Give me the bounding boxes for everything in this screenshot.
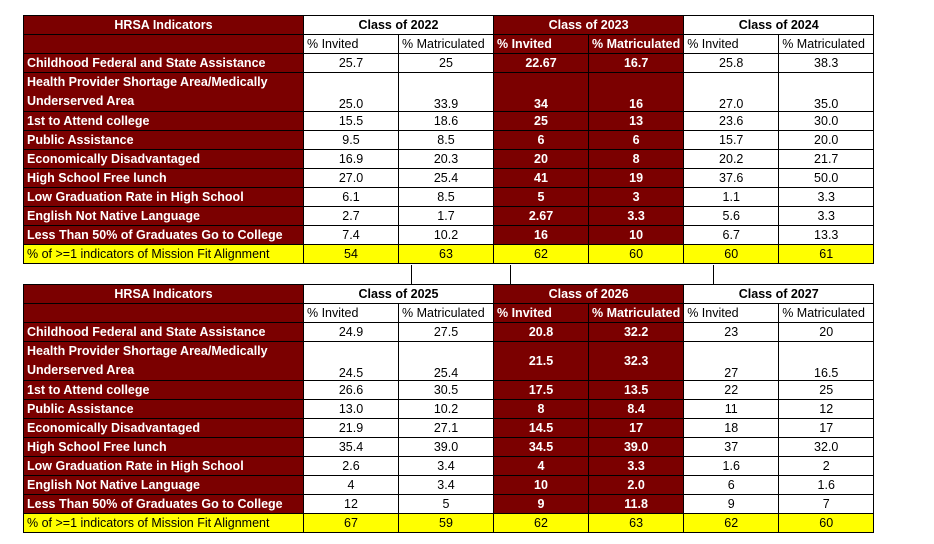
value-cell: 8.5 (399, 188, 494, 207)
table-row (24, 381, 874, 400)
indicator-header: HRSA Indicators (24, 285, 304, 304)
value-cell: 25.4 (399, 342, 494, 381)
summary-value: 61 (779, 245, 874, 264)
indicator-label: 1st to Attend college (24, 112, 304, 131)
indicator-label: Childhood Federal and State Assistance (24, 323, 304, 342)
value-cell: 25.8 (684, 54, 779, 73)
value-cell: 39.0 (399, 438, 494, 457)
value-cell: 41 (494, 169, 589, 188)
value-cell: 23.6 (684, 112, 779, 131)
table-row (24, 495, 874, 514)
value-cell: 5 (494, 188, 589, 207)
value-cell: 34 (494, 73, 589, 112)
table-row (24, 476, 874, 495)
summary-row (24, 245, 874, 264)
summary-value: 60 (589, 245, 684, 264)
sub-header-invited: % Invited (684, 304, 779, 323)
value-cell: 6.1 (304, 188, 399, 207)
summary-value: 67 (304, 514, 399, 533)
sub-header-matriculated: % Matriculated (779, 35, 874, 54)
table-row (24, 457, 874, 476)
value-cell: 8.5 (399, 131, 494, 150)
value-cell: 16 (494, 226, 589, 245)
table-row (24, 73, 874, 112)
class-header: Class of 2024 (684, 16, 874, 35)
value-cell: 21.9 (304, 419, 399, 438)
value-cell: 2 (779, 457, 874, 476)
table-row (24, 438, 874, 457)
value-cell: 13.5 (589, 381, 684, 400)
value-cell: 19 (589, 169, 684, 188)
value-cell: 21.7 (779, 150, 874, 169)
value-cell: 10.2 (399, 400, 494, 419)
value-cell: 7.4 (304, 226, 399, 245)
value-cell: 17.5 (494, 381, 589, 400)
indicator-label: Low Graduation Rate in High School (24, 457, 304, 476)
value-cell: 27.1 (399, 419, 494, 438)
indicator-label: Health Provider Shortage Area/Medically Underserved Area (24, 73, 304, 112)
value-cell: 17 (589, 419, 684, 438)
indicator-label: Health Provider Shortage Area/Medically Underserved Area (24, 342, 304, 381)
value-cell: 12 (304, 495, 399, 514)
class-header: Class of 2025 (304, 285, 494, 304)
value-cell: 6.7 (684, 226, 779, 245)
value-cell: 20.8 (494, 323, 589, 342)
value-cell: 20.3 (399, 150, 494, 169)
value-cell: 25 (779, 381, 874, 400)
value-cell: 22 (684, 381, 779, 400)
indicator-label: Public Assistance (24, 400, 304, 419)
value-cell: 25.4 (399, 169, 494, 188)
table-row (24, 150, 874, 169)
value-cell: 25 (494, 112, 589, 131)
value-cell: 20 (779, 323, 874, 342)
value-cell: 13.3 (779, 226, 874, 245)
value-cell: 3.4 (399, 457, 494, 476)
value-cell: 4 (494, 457, 589, 476)
value-cell: 8 (494, 400, 589, 419)
table-row (24, 54, 874, 73)
value-cell: 20.2 (684, 150, 779, 169)
table-body (24, 323, 874, 533)
sub-header-invited: % Invited (304, 35, 399, 54)
value-cell: 27 (684, 342, 779, 381)
indicator-label: Less Than 50% of Graduates Go to College (24, 495, 304, 514)
indicator-label: Public Assistance (24, 131, 304, 150)
indicator-label: English Not Native Language (24, 207, 304, 226)
indicator-label: English Not Native Language (24, 476, 304, 495)
sub-header-invited: % Invited (494, 35, 589, 54)
sub-header-matriculated: % Matriculated (589, 35, 684, 54)
table-row (24, 169, 874, 188)
value-cell: 20 (494, 150, 589, 169)
value-cell: 6 (684, 476, 779, 495)
value-cell: 38.3 (779, 54, 874, 73)
indicator-label: High School Free lunch (24, 438, 304, 457)
summary-value: 62 (684, 514, 779, 533)
value-cell: 32.3 (589, 342, 684, 381)
value-cell: 1.1 (684, 188, 779, 207)
value-cell: 3.4 (399, 476, 494, 495)
indicator-label: Economically Disadvantaged (24, 150, 304, 169)
table-row (24, 400, 874, 419)
value-cell: 27.0 (684, 73, 779, 112)
value-cell: 35.0 (779, 73, 874, 112)
table-row (24, 131, 874, 150)
value-cell: 50.0 (779, 169, 874, 188)
table-row (24, 112, 874, 131)
summary-value: 60 (684, 245, 779, 264)
value-cell: 16.9 (304, 150, 399, 169)
value-cell: 13.0 (304, 400, 399, 419)
hrsa-table-top (23, 15, 874, 264)
value-cell: 22.67 (494, 54, 589, 73)
value-cell: 16.5 (779, 342, 874, 381)
value-cell: 6 (589, 131, 684, 150)
summary-label: % of >=1 indicators of Mission Fit Alignment (24, 514, 304, 533)
sub-header-matriculated: % Matriculated (589, 304, 684, 323)
class-header: Class of 2022 (304, 16, 494, 35)
value-cell: 3.3 (589, 457, 684, 476)
value-cell: 13 (589, 112, 684, 131)
value-cell: 27.5 (399, 323, 494, 342)
blank-cell (24, 304, 304, 323)
hrsa-table-bottom (23, 284, 874, 533)
value-cell: 9 (684, 495, 779, 514)
value-cell: 9.5 (304, 131, 399, 150)
value-cell: 3.3 (589, 207, 684, 226)
table-row (24, 188, 874, 207)
value-cell: 11 (684, 400, 779, 419)
table-row (24, 226, 874, 245)
indicator-label: Less Than 50% of Graduates Go to College (24, 226, 304, 245)
value-cell: 32.0 (779, 438, 874, 457)
table-row (24, 419, 874, 438)
table-row (24, 207, 874, 226)
summary-row (24, 514, 874, 533)
sub-header-matriculated: % Matriculated (399, 304, 494, 323)
value-cell: 10.2 (399, 226, 494, 245)
value-cell: 8 (589, 150, 684, 169)
value-cell: 25 (399, 54, 494, 73)
indicator-header: HRSA Indicators (24, 16, 304, 35)
value-cell: 24.9 (304, 323, 399, 342)
value-cell: 2.0 (589, 476, 684, 495)
value-cell: 23 (684, 323, 779, 342)
sub-header-matriculated: % Matriculated (399, 35, 494, 54)
table-gap (513, 265, 714, 284)
sub-header-invited: % Invited (494, 304, 589, 323)
table-gap (411, 265, 511, 284)
value-cell: 18.6 (399, 112, 494, 131)
blank-cell (24, 35, 304, 54)
summary-value: 63 (399, 245, 494, 264)
summary-value: 63 (589, 514, 684, 533)
value-cell: 39.0 (589, 438, 684, 457)
value-cell: 32.2 (589, 323, 684, 342)
indicator-label: Low Graduation Rate in High School (24, 188, 304, 207)
indicator-label: Economically Disadvantaged (24, 419, 304, 438)
summary-value: 59 (399, 514, 494, 533)
value-cell: 20.0 (779, 131, 874, 150)
value-cell: 10 (589, 226, 684, 245)
value-cell: 2.7 (304, 207, 399, 226)
value-cell: 9 (494, 495, 589, 514)
value-cell: 17 (779, 419, 874, 438)
value-cell: 37 (684, 438, 779, 457)
value-cell: 30.0 (779, 112, 874, 131)
value-cell: 15.5 (304, 112, 399, 131)
value-cell: 2.67 (494, 207, 589, 226)
value-cell: 35.4 (304, 438, 399, 457)
value-cell: 16 (589, 73, 684, 112)
indicator-label: 1st to Attend college (24, 381, 304, 400)
value-cell: 25.7 (304, 54, 399, 73)
value-cell: 15.7 (684, 131, 779, 150)
value-cell: 25.0 (304, 73, 399, 112)
value-cell: 6 (494, 131, 589, 150)
class-header: Class of 2027 (684, 285, 874, 304)
value-cell: 30.5 (399, 381, 494, 400)
value-cell: 5.6 (684, 207, 779, 226)
value-cell: 8.4 (589, 400, 684, 419)
value-cell: 7 (779, 495, 874, 514)
indicator-label: High School Free lunch (24, 169, 304, 188)
value-cell: 18 (684, 419, 779, 438)
value-cell: 3.3 (779, 188, 874, 207)
value-cell: 12 (779, 400, 874, 419)
table-row (24, 323, 874, 342)
class-header: Class of 2023 (494, 16, 684, 35)
value-cell: 37.6 (684, 169, 779, 188)
value-cell: 27.0 (304, 169, 399, 188)
table-body (24, 54, 874, 264)
summary-value: 62 (494, 245, 589, 264)
sub-header-invited: % Invited (684, 35, 779, 54)
value-cell: 11.8 (589, 495, 684, 514)
value-cell: 26.6 (304, 381, 399, 400)
summary-value: 62 (494, 514, 589, 533)
table-row (24, 342, 874, 381)
value-cell: 1.6 (684, 457, 779, 476)
value-cell: 33.9 (399, 73, 494, 112)
value-cell: 3.3 (779, 207, 874, 226)
value-cell: 21.5 (494, 342, 589, 381)
value-cell: 1.7 (399, 207, 494, 226)
value-cell: 10 (494, 476, 589, 495)
value-cell: 34.5 (494, 438, 589, 457)
indicator-label: Childhood Federal and State Assistance (24, 54, 304, 73)
summary-label: % of >=1 indicators of Mission Fit Alignment (24, 245, 304, 264)
value-cell: 14.5 (494, 419, 589, 438)
value-cell: 24.5 (304, 342, 399, 381)
value-cell: 16.7 (589, 54, 684, 73)
class-header: Class of 2026 (494, 285, 684, 304)
sub-header-invited: % Invited (304, 304, 399, 323)
value-cell: 1.6 (779, 476, 874, 495)
summary-value: 54 (304, 245, 399, 264)
value-cell: 3 (589, 188, 684, 207)
summary-value: 60 (779, 514, 874, 533)
value-cell: 4 (304, 476, 399, 495)
value-cell: 2.6 (304, 457, 399, 476)
sub-header-matriculated: % Matriculated (779, 304, 874, 323)
value-cell: 5 (399, 495, 494, 514)
